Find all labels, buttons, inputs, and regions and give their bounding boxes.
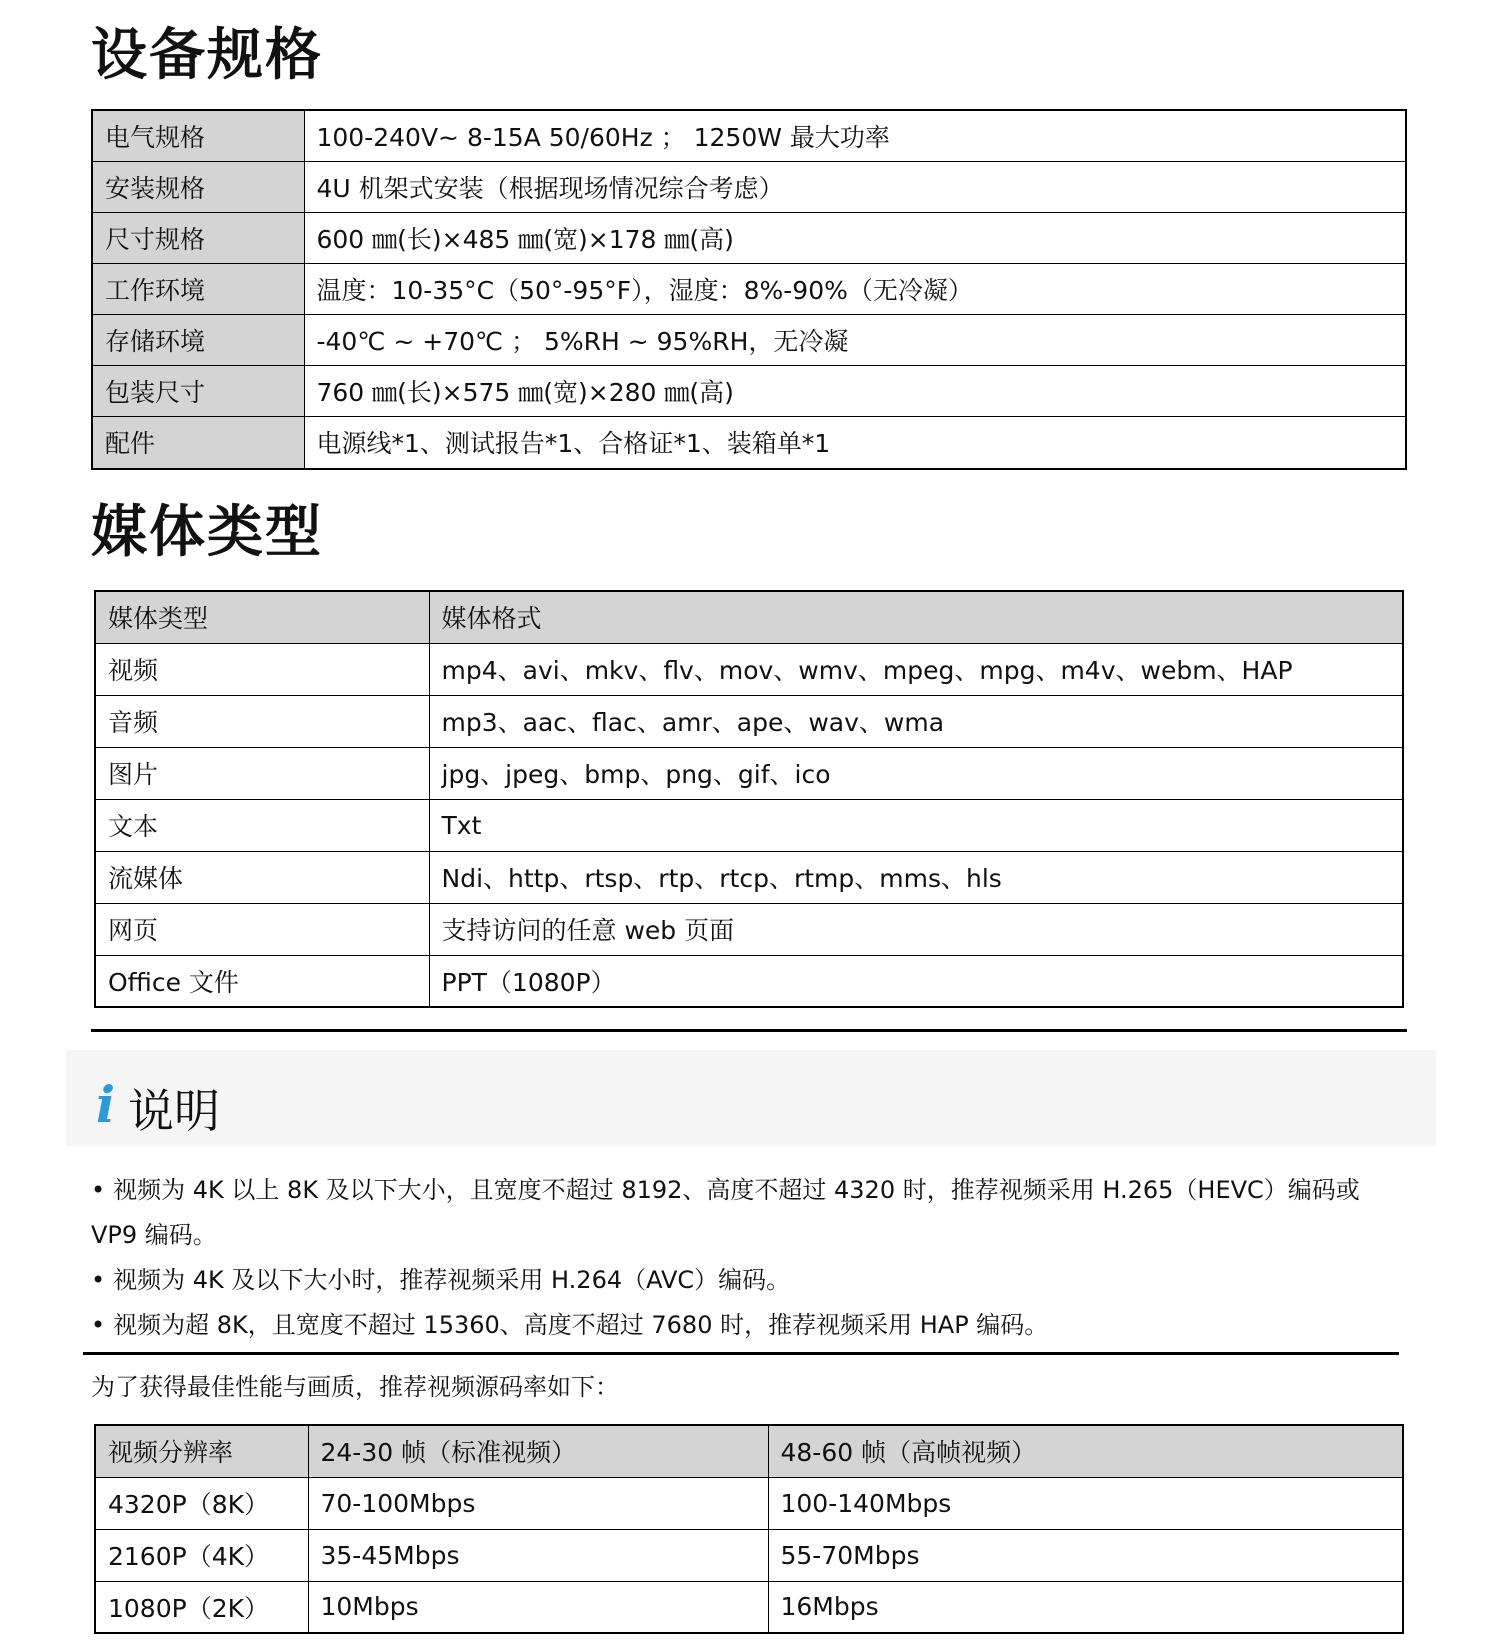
table-row <box>92 416 1406 469</box>
bitrate-cell: 100-140Mbps <box>768 1477 1403 1529</box>
table-row <box>95 695 1403 747</box>
note-bullet <box>91 1303 1407 1348</box>
table-row <box>95 851 1403 903</box>
table-row <box>95 903 1403 955</box>
bitrate-table <box>94 1424 1404 1634</box>
table-row <box>95 1477 1403 1529</box>
bitrate-intro: 为了获得最佳性能与画质，推荐视频源码率如下： <box>91 1373 619 1401</box>
spec-label: 安装规格 <box>92 161 304 212</box>
bullet-text: 视频为超 8K，且宽度不超过 15360、高度不超过 7680 时，推荐视频采用 HAP 编码。 <box>113 1311 1049 1339</box>
table-row <box>92 263 1406 314</box>
media-type: Office 文件 <box>95 955 429 1007</box>
column-header: 视频分辨率 <box>95 1425 308 1477</box>
spec-value: 4U 机架式安装（根据现场情况综合考虑） <box>304 161 1406 212</box>
bullet-dot: • <box>91 1266 106 1294</box>
resolution-cell: 2160P（4K） <box>95 1529 308 1581</box>
bitrate-cell: 55-70Mbps <box>768 1529 1403 1581</box>
table-header-row <box>95 591 1403 643</box>
note-top-divider <box>91 1029 1407 1032</box>
media-type: 流媒体 <box>95 851 429 903</box>
bitrate-cell: 35-45Mbps <box>308 1529 768 1581</box>
media-format: 支持访问的任意 web 页面 <box>429 903 1403 955</box>
media-type: 网页 <box>95 903 429 955</box>
info-icon: i <box>96 1075 115 1134</box>
spec-value: 600 ㎜(长)×485 ㎜(宽)×178 ㎜(高) <box>304 212 1406 263</box>
column-header: 媒体类型 <box>95 591 429 643</box>
table-header-row <box>95 1425 1403 1477</box>
spec-value: -40℃ ~ +70℃ ； 5%RH ~ 95%RH，无冷凝 <box>304 314 1406 365</box>
media-type: 文本 <box>95 799 429 851</box>
media-format: mp3、aac、flac、amr、ape、wav、wma <box>429 695 1403 747</box>
table-row <box>92 314 1406 365</box>
table-row <box>95 955 1403 1007</box>
table-row <box>95 747 1403 799</box>
table-row <box>95 799 1403 851</box>
bitrate-cell: 10Mbps <box>308 1581 768 1633</box>
table-row <box>92 212 1406 263</box>
spec-section-title: 设备规格 <box>91 23 323 88</box>
table-row <box>95 1581 1403 1633</box>
column-header: 媒体格式 <box>429 591 1403 643</box>
bullet-dot: • <box>91 1176 106 1204</box>
note-bottom-divider <box>83 1352 1399 1355</box>
media-type: 图片 <box>95 747 429 799</box>
spec-label: 尺寸规格 <box>92 212 304 263</box>
note-bullet <box>91 1258 1407 1303</box>
spec-label: 工作环境 <box>92 263 304 314</box>
media-type: 音频 <box>95 695 429 747</box>
media-section-title: 媒体类型 <box>91 500 323 565</box>
media-table <box>94 590 1404 1008</box>
spec-label: 存储环境 <box>92 314 304 365</box>
media-format: mp4、avi、mkv、flv、mov、wmv、mpeg、mpg、m4v、webm、HAP <box>429 643 1403 695</box>
bitrate-cell: 70-100Mbps <box>308 1477 768 1529</box>
media-format: jpg、jpeg、bmp、png、gif、ico <box>429 747 1403 799</box>
table-row <box>95 643 1403 695</box>
column-header: 48-60 帧（高帧视频） <box>768 1425 1403 1477</box>
media-format: PPT（1080P） <box>429 955 1403 1007</box>
bullet-dot: • <box>91 1311 106 1339</box>
spec-label: 电气规格 <box>92 110 304 161</box>
bullet-text: 视频为 4K 及以下大小时，推荐视频采用 H.264（AVC）编码。 <box>113 1266 791 1294</box>
resolution-cell: 4320P（8K） <box>95 1477 308 1529</box>
media-format: Txt <box>429 799 1403 851</box>
spec-table <box>91 109 1407 470</box>
media-type: 视频 <box>95 643 429 695</box>
spec-label: 包装尺寸 <box>92 365 304 416</box>
bitrate-cell: 16Mbps <box>768 1581 1403 1633</box>
table-row <box>92 110 1406 161</box>
table-row <box>92 365 1406 416</box>
spec-label: 配件 <box>92 416 304 469</box>
column-header: 24-30 帧（标准视频） <box>308 1425 768 1477</box>
table-row <box>95 1529 1403 1581</box>
note-bullet <box>91 1168 1407 1258</box>
spec-value: 100-240V~ 8-15A 50/60Hz ； 1250W 最大功率 <box>304 110 1406 161</box>
media-format: Ndi、http、rtsp、rtp、rtcp、rtmp、mms、hls <box>429 851 1403 903</box>
spec-value: 760 ㎜(长)×575 ㎜(宽)×280 ㎜(高) <box>304 365 1406 416</box>
table-row <box>92 161 1406 212</box>
spec-value: 温度：10-35°C（50°-95°F），湿度：8%-90%（无冷凝） <box>304 263 1406 314</box>
note-header <box>66 1050 1436 1146</box>
note-title: 说明 <box>128 1084 220 1138</box>
bullet-text: 视频为 4K 以上 8K 及以下大小，且宽度不超过 8192、高度不超过 4320 时，推荐视频采用 H.265（HEVC）编码或 VP9 编码。 <box>91 1176 1360 1249</box>
spec-value: 电源线*1、测试报告*1、合格证*1、装箱单*1 <box>304 416 1406 469</box>
resolution-cell: 1080P（2K） <box>95 1581 308 1633</box>
